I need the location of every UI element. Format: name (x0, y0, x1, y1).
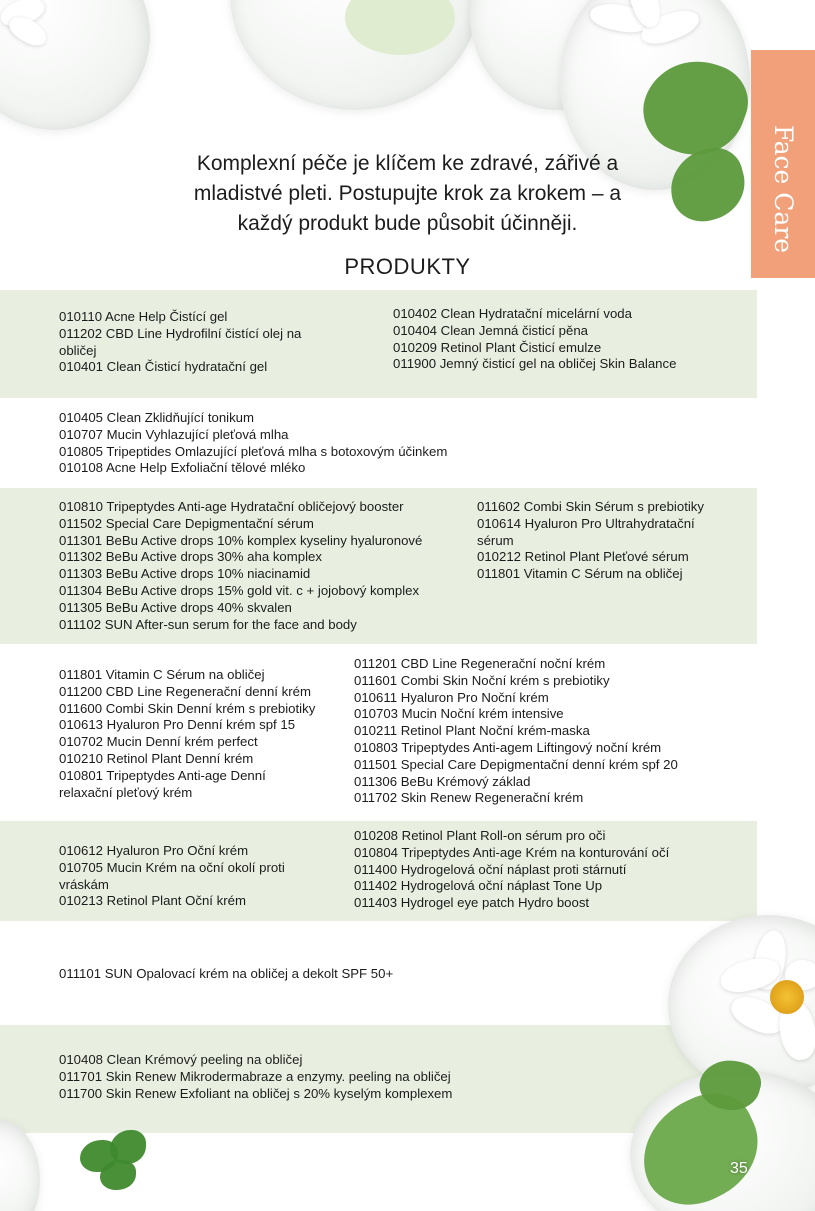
product-list-right (354, 828, 744, 912)
product-group-creams (0, 644, 757, 821)
product-item: 010211 Retinol Plant Noční krém-maska (354, 723, 590, 739)
product-group-cleansing (0, 290, 757, 398)
product-item: 011601 Combi Skin Noční krém s prebiotiky (354, 672, 610, 688)
product-list-right (354, 656, 734, 807)
product-item: 011402 Hydrogelová oční náplast Tone Up (354, 878, 603, 894)
petri-dish-decoration (0, 1120, 40, 1211)
product-item: 011101 SUN Opalovací krém na obličej a dekolt SPF 50+ (59, 966, 394, 981)
product-item: 011200 CBD Line Regenerační denní krém (59, 683, 311, 699)
product-item: 010405 Clean Zklidňující tonikum (59, 410, 254, 425)
product-item: 010108 Acne Help Exfoliační tělové mléko (59, 460, 306, 476)
page-number: 35 (730, 1160, 748, 1177)
product-item: 010805 Tripeptides Omlazující pleťová mlha s botoxovým účinkem (59, 443, 448, 459)
product-item: 011201 CBD Line Regenerační noční krém (354, 656, 606, 671)
product-list-right (393, 306, 733, 373)
product-list-left (59, 966, 479, 983)
product-group-serums (0, 488, 757, 644)
product-item: 010210 Retinol Plant Denní krém (59, 750, 254, 766)
product-item: 010212 Retinol Plant Pleťové sérum (477, 549, 689, 565)
intro-line: mladistvé pleti. Postupujte krok za krokem – a (193, 182, 622, 205)
product-item: 010209 Retinol Plant Čisticí emulze (393, 339, 602, 355)
product-item: 010702 Mucin Denní krém perfect (59, 734, 258, 750)
product-item: 011602 Combi Skin Sérum s prebiotiky (477, 499, 704, 514)
intro-line: Komplexní péče je klíčem ke zdravé, zářivé a (196, 152, 619, 175)
product-item: 011306 BeBu Krémový základ (354, 773, 531, 789)
product-item: 011702 Skin Renew Regenerační krém (354, 790, 584, 806)
product-item: 010402 Clean Hydratační micelární voda (393, 306, 632, 321)
product-item: 011305 BeBu Active drops 40% skvalen (59, 599, 292, 615)
product-list-left (59, 667, 349, 801)
product-item: 011501 Special Care Depigmentační denní krém spf 20 (354, 756, 678, 772)
product-item: 010803 Tripeptydes Anti-agem Liftingový noční krém (354, 739, 662, 755)
product-item: 011102 SUN After-sun serum for the face and body (59, 616, 357, 632)
product-item: 011400 Hydrogelová oční náplast proti stárnutí (354, 861, 627, 877)
product-group-toning (0, 398, 757, 488)
flower-decoration (700, 930, 815, 1070)
intro-text (150, 149, 665, 239)
product-item: 010611 Hyaluron Pro Noční krém (354, 689, 549, 705)
product-item: 011302 BeBu Active drops 30% aha komplex (59, 549, 322, 565)
product-item: 011801 Vitamin C Sérum na obličej (477, 566, 683, 582)
product-item: 011403 Hydrogel eye patch Hydro boost (354, 895, 590, 911)
product-item: 010213 Retinol Plant Oční krém (59, 893, 246, 909)
product-group-eye-care (0, 821, 757, 921)
intro-line: každý produkt bude působit účinněji. (237, 212, 578, 235)
product-item: sérum (477, 532, 514, 548)
section-tab-label: Face Care (769, 125, 798, 254)
product-item: 010208 Retinol Plant Roll-on sérum pro oči (354, 828, 606, 843)
product-item: 011502 Special Care Depigmentační sérum (59, 515, 314, 531)
product-item: 011700 Skin Renew Exfoliant na obličej s 20% kyselým komplexem (59, 1085, 453, 1101)
product-list-left (59, 410, 559, 477)
product-list-left (59, 499, 469, 633)
product-list-left (59, 843, 349, 910)
clover-decoration (70, 1120, 180, 1200)
product-item: 010401 Clean Čisticí hydratační gel (59, 359, 268, 375)
product-item: 010801 Tripeptydes Anti-age Denní (59, 767, 266, 783)
product-item: 011801 Vitamin C Sérum na obličej (59, 667, 265, 682)
product-item: 010613 Hyaluron Pro Denní krém spf 15 (59, 717, 296, 733)
product-item: relaxační pleťový krém (59, 784, 193, 800)
product-list-right (477, 499, 747, 583)
product-item: 010612 Hyaluron Pro Oční krém (59, 843, 249, 858)
product-item: 011304 BeBu Active drops 15% gold vit. c + jojobový komplex (59, 582, 420, 598)
product-item: 010703 Mucin Noční krém intensive (354, 706, 564, 722)
product-list-left (59, 1052, 519, 1102)
product-item: 010804 Tripeptydes Anti-age Krém na konturování očí (354, 844, 670, 860)
product-item: vráskám (59, 876, 109, 892)
flower-decoration (0, 0, 60, 60)
product-list-left (59, 309, 359, 376)
product-item: 010810 Tripeptydes Anti-age Hydratační obličejový booster (59, 499, 404, 514)
product-item: 010408 Clean Krémový peeling na obličej (59, 1052, 303, 1067)
product-item: 011303 BeBu Active drops 10% niacinamid (59, 566, 311, 582)
product-item: 010110 Acne Help Čistící gel (59, 309, 228, 324)
flower-decoration (590, 0, 730, 60)
product-item: 011600 Combi Skin Denní krém s prebiotiky (59, 700, 316, 716)
product-item: 011202 CBD Line Hydrofilní čistící olej na (59, 325, 302, 341)
products-heading: PRODUKTY (344, 254, 471, 279)
product-item: 011900 Jemný čisticí gel na obličej Skin Balance (393, 356, 677, 372)
product-item: 010705 Mucin Krém na oční okolí proti (59, 859, 285, 875)
product-group-sun (0, 921, 757, 1025)
product-item: 011701 Skin Renew Mikrodermabraze a enzymy. peeling na obličej (59, 1068, 451, 1084)
product-item: 010614 Hyaluron Pro Ultrahydratační (477, 515, 695, 531)
product-item: 010404 Clean Jemná čisticí pěna (393, 322, 589, 338)
product-item: 010707 Mucin Vyhlazující pleťová mlha (59, 426, 289, 442)
product-item: obličej (59, 342, 97, 358)
product-item: 011301 BeBu Active drops 10% komplex kyseliny hyaluronové (59, 532, 423, 548)
